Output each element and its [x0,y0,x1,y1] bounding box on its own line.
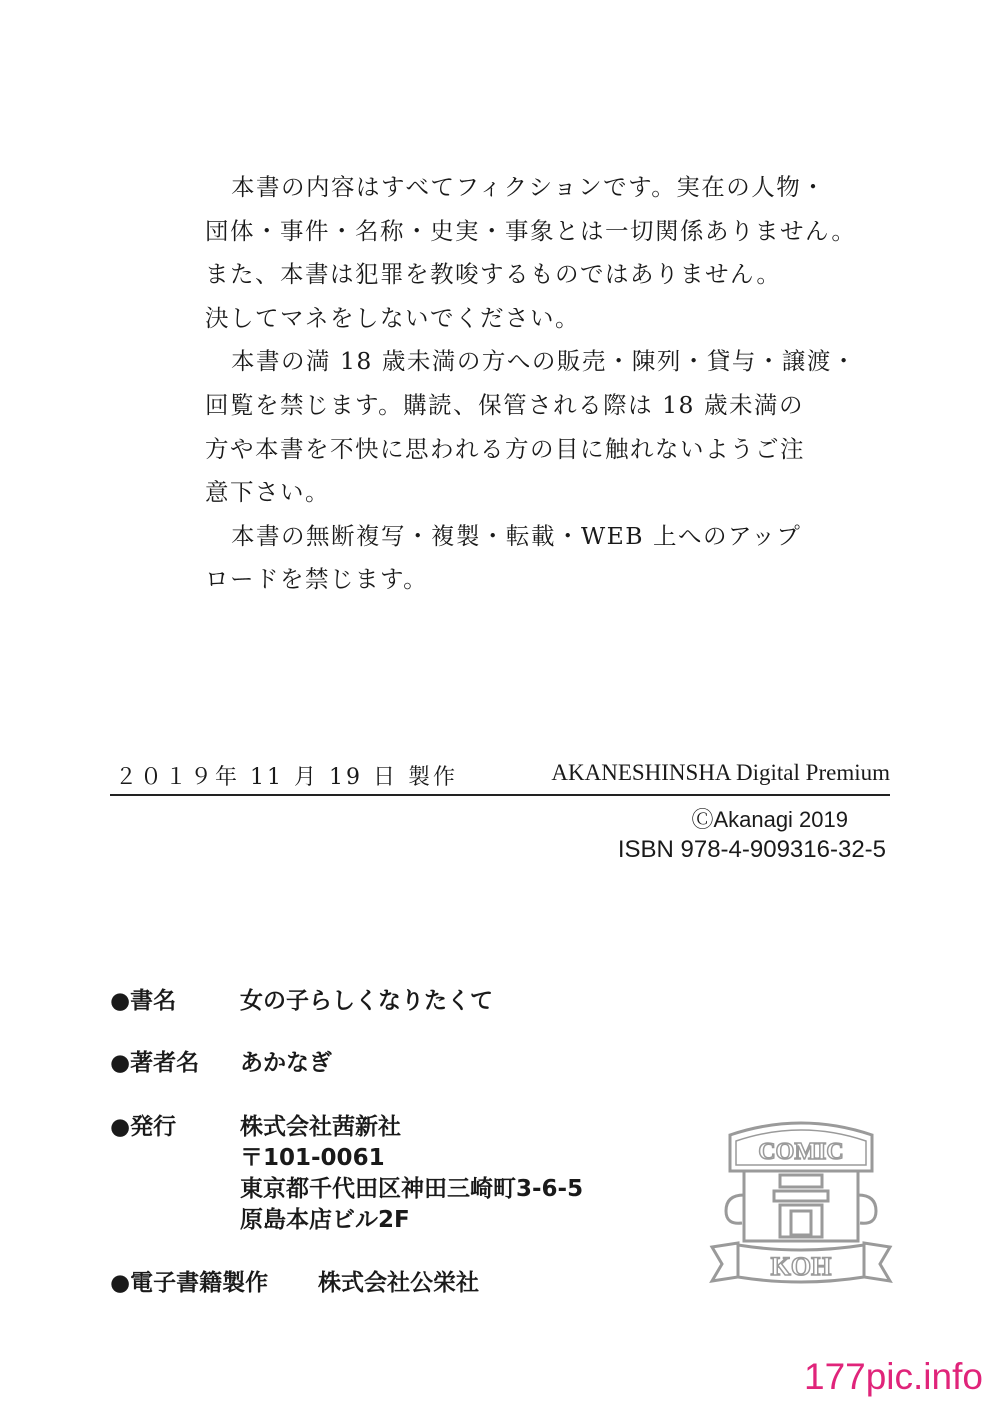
notice-line: 本書の満 18 歳未満の方への販売・陳列・貸与・譲渡・ [231,347,857,376]
notice-line: 回覧を禁じます。購読、保管される際は 18 歳未満の [205,390,804,419]
notice-line: 決してマネをしないでください。 [205,303,580,332]
publisher-postal-code: 〒101-0061 [240,1145,385,1171]
notice-line: 団体・事件・名称・史実・事象とは一切関係ありません。 [205,216,857,245]
notice-line: 本書の内容はすべてフィクションです。実在の人物・ [231,173,827,201]
publisher-label: ●発行 [110,1114,177,1140]
logo-top-text: COMIC [758,1139,844,1165]
author-label: ●著者名 [110,1050,200,1076]
book-title-value: 女の子らしくなりたくて [240,988,493,1014]
ebook-production-value: 株式会社公栄社 [318,1270,479,1296]
logo-bottom-text: KOH [770,1252,832,1281]
notice-line: ロードを禁じます。 [205,565,429,594]
notice-line: また、本書は犯罪を教唆するものではありません。 [205,260,782,289]
author-value: あかなぎ [240,1050,332,1076]
colophon-header [110,758,890,790]
book-title-label: ●書名 [110,988,177,1014]
notice-line: 方や本書を不快に思われる方の目に触れないようご注 [205,434,805,463]
notice-text [205,166,857,602]
publisher-brand: AKANESHINSHA Digital Premium [551,760,890,785]
divider-rule [110,794,890,796]
ebook-production-label: ●電子書籍製作 [110,1270,269,1296]
copyright-notice: ⒸAkanagi 2019 [691,807,848,832]
notice-line: 意下さい。 [205,478,330,507]
isbn: ISBN 978-4-909316-32-5 [617,836,886,863]
comic-koh-logo [708,1113,894,1291]
production-date: ２０１９年 11 月 19 日 製作 [115,765,458,790]
notice-line: 本書の無断複写・複製・転載・WEB 上へのアップ [231,521,802,550]
publisher-building: 原島本店ビル2F [240,1207,410,1233]
publisher-name: 株式会社茜新社 [240,1114,401,1140]
publisher-address: 東京都千代田区神田三崎町3-6-5 [240,1176,584,1202]
watermark-text: 177pic.info [804,1356,983,1397]
